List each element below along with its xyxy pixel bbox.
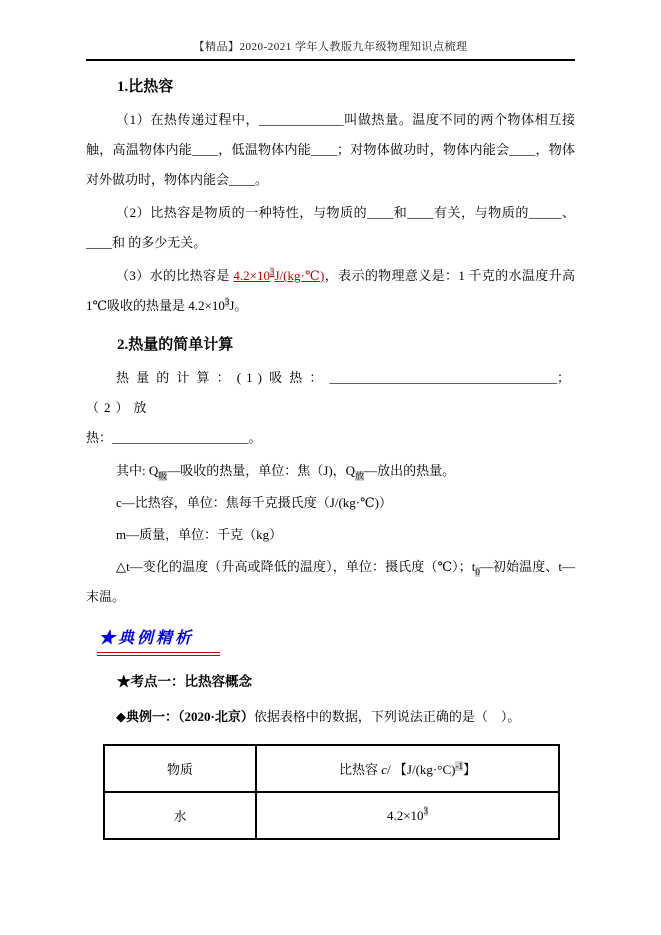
test-point-heading: ★考点一：比热容概念 — [117, 674, 252, 689]
text-run: 和 的多少无关。 — [112, 235, 207, 250]
blank-underline: _____ — [528, 205, 562, 220]
text-run: 】 — [462, 762, 476, 777]
paragraph-water-specific-heat — [86, 261, 575, 321]
table-header-row — [104, 745, 559, 792]
text-run: -1 — [455, 760, 463, 771]
text-run: —放出的热量。 — [364, 463, 456, 478]
paragraph-m-definition — [86, 520, 575, 550]
text-run: 热量的计算：(1)吸热： — [116, 370, 330, 385]
blank-underline: ____ — [311, 142, 337, 157]
text-run: 物质 — [166, 762, 193, 777]
text-run: 水 — [173, 809, 187, 824]
table-row-water — [104, 792, 559, 839]
text-run: 0 — [475, 566, 480, 577]
text-run: 比热容 — [339, 762, 382, 777]
blank-underline: ____ — [229, 172, 256, 187]
paragraph-heat-transfer — [86, 105, 575, 195]
text-run: ；（2）放 — [86, 370, 575, 415]
specific-heat-table — [103, 744, 560, 840]
table-header-substance — [104, 745, 256, 792]
text-run: J/(kg·℃) — [274, 268, 325, 283]
paragraph-q-definition — [86, 456, 575, 486]
text-run: J。 — [229, 298, 248, 313]
text-run: 叫做热量。温度不同的两个物体相互接触，高温物体内能 — [86, 112, 575, 157]
section-heading-heat-calculation: 2.热量的简单计算 — [117, 337, 234, 353]
paragraph-example-question — [86, 702, 575, 732]
text-run: 依据表格中的数据，下列说法正确的是（ ）。 — [253, 709, 521, 724]
text-run: ◆典例一：（2020·北京） — [116, 709, 254, 724]
page-header-title: 【精品】2020-2021 学年人教版九年级物理知识点梳理 — [193, 41, 468, 53]
text-run: 4.2×10 — [386, 807, 424, 823]
text-run: ，物体对外做功时，物体内能会 — [86, 142, 575, 187]
blank-underline: _____________ — [259, 112, 344, 127]
text-run: 3 — [269, 266, 275, 277]
text-run: ，表示的物理意义是：1 千克的水温度升高 1℃吸收的热量是 4.2×10 — [86, 268, 575, 313]
text-run: 4.2×10 — [233, 268, 270, 283]
text-run: —吸收的热量，单位：焦（J)，Q — [167, 463, 356, 478]
blank-underline: ____ — [192, 142, 218, 157]
table-cell-water-substance — [104, 792, 256, 839]
text-run: 3 — [423, 806, 429, 817]
text-run: c — [381, 762, 388, 777]
example-analysis-heading: ★典例精析 — [97, 628, 220, 656]
document-content — [86, 61, 575, 840]
blank-underline: ____ — [86, 235, 112, 250]
section-heading-specific-heat: 1.比热容 — [117, 79, 174, 95]
text-run: / 【J/(kg·°C) — [387, 762, 456, 777]
page-header — [86, 38, 575, 61]
text-run: 3 — [224, 296, 230, 307]
text-run: △t—变化的温度（升高或降低的温度），单位：摄氏度（℃）；t — [116, 559, 476, 574]
blank-underline: ____ — [407, 205, 434, 220]
paragraph-heat-formula — [86, 363, 575, 453]
paragraph-specific-heat-property — [86, 198, 575, 258]
text-run: —初始温度、t—末温。 — [86, 559, 575, 604]
text-run: m—质量，单位：千克（kg） — [116, 527, 283, 542]
text-run: 。 — [248, 430, 262, 445]
text-run: （1）在热传递过程中， — [116, 112, 260, 127]
text-run: c—比热容，单位：焦每千克摄氏度（J/(kg·℃)） — [116, 495, 392, 510]
table-cell-water-value — [256, 792, 559, 839]
text-run: 、 — [561, 205, 575, 220]
text-run: 。 — [255, 172, 269, 187]
text-run: ，低温物体内能 — [218, 142, 311, 157]
paragraph-c-definition — [86, 488, 575, 518]
text-run: 有关，与物质的 — [433, 205, 529, 220]
text-run: ；对物体做功时，物体内能会 — [337, 142, 510, 157]
text-run: 和 — [393, 205, 408, 220]
text-run: 热： — [86, 430, 113, 445]
paragraph-delta-t-definition — [86, 552, 575, 612]
blank-underline: ____ — [367, 205, 394, 220]
text-run: 放 — [355, 470, 365, 481]
text-run: 其中: Q — [116, 463, 159, 478]
blank-underline: ____ — [509, 142, 536, 157]
example-analysis-section — [86, 628, 575, 656]
text-run: （2）比热容是物质的一种特性，与物质的 — [116, 205, 368, 220]
blank-underline: _____________________ — [112, 430, 249, 445]
blank-underline: ___________________________________ — [329, 370, 557, 385]
table-header-specific-heat — [256, 745, 559, 792]
text-run: （3）水的比热容是 — [116, 268, 234, 283]
text-run: 吸 — [158, 470, 168, 481]
